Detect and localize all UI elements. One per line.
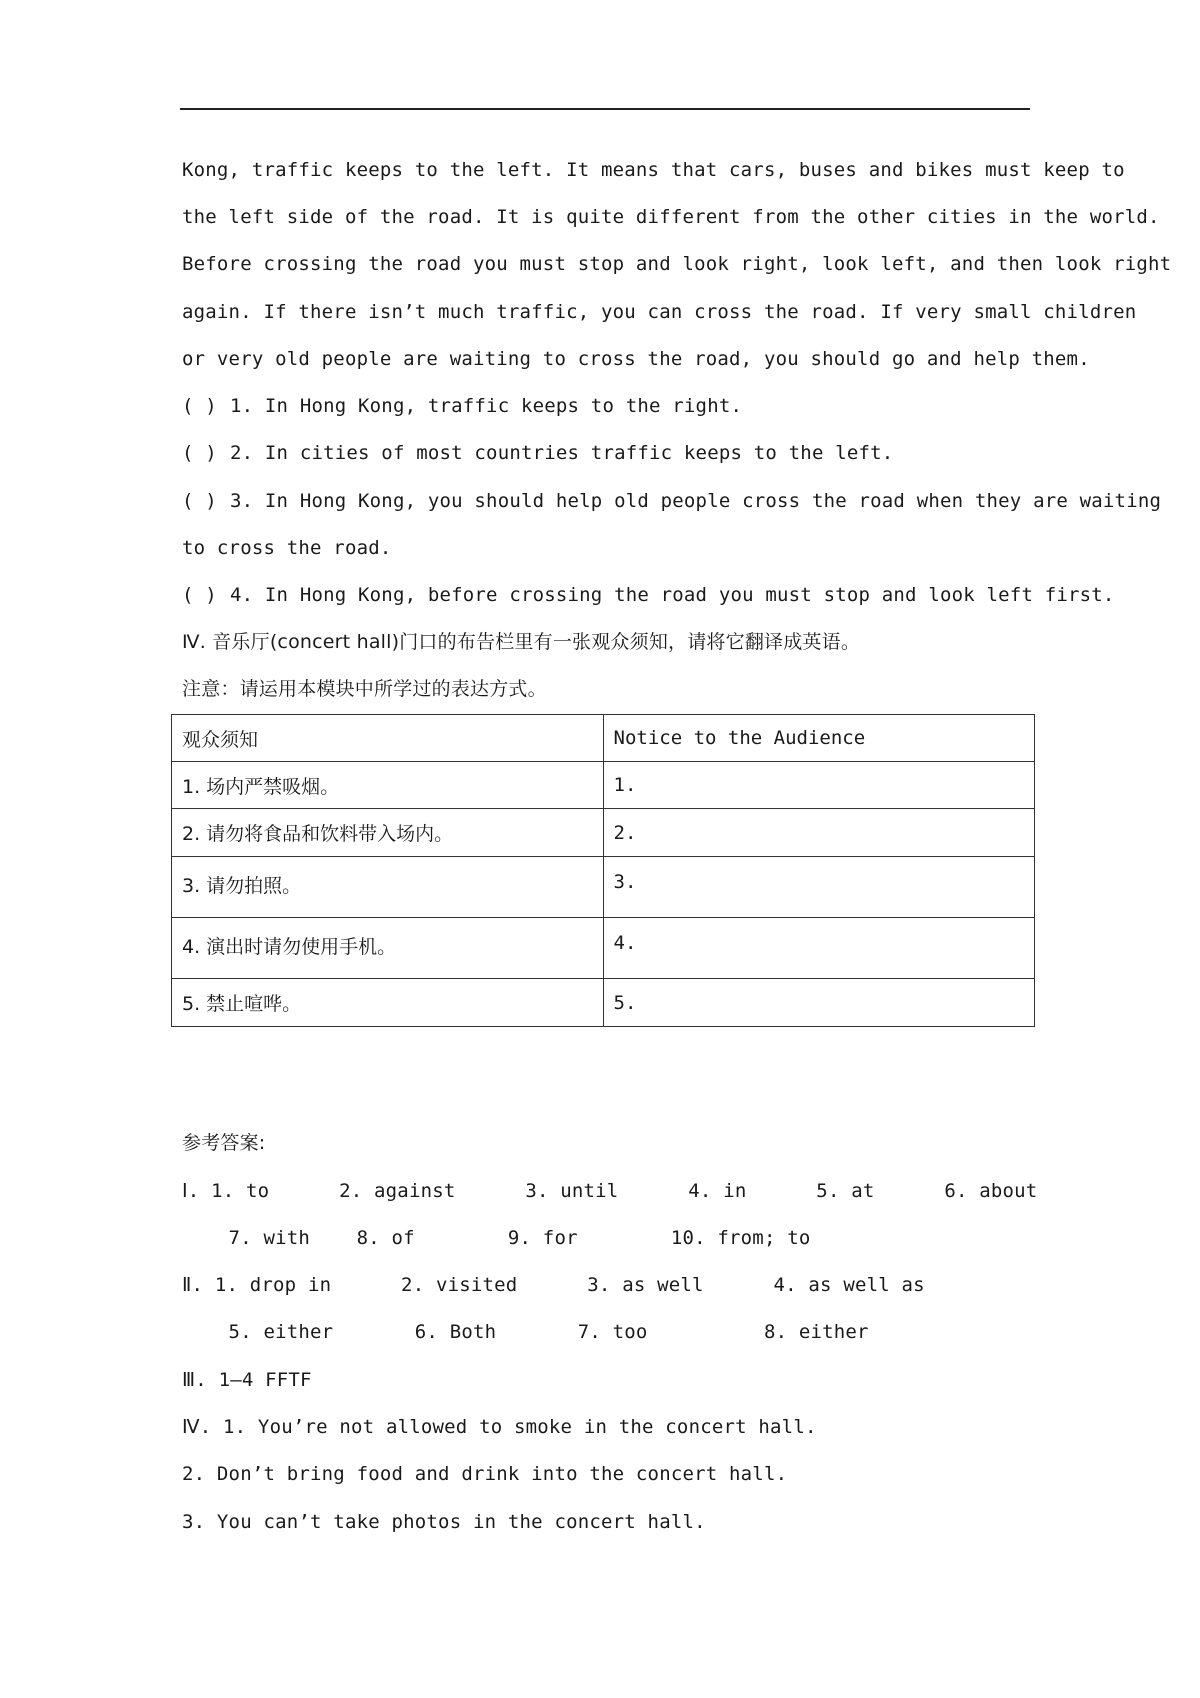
table-row — [172, 979, 1035, 1027]
table-cell: 2. — [603, 809, 1035, 857]
question-text: 1. In Hong Kong, traffic keeps to the right. — [230, 395, 743, 417]
table-row — [172, 762, 1035, 809]
answer-line: Ⅲ. 1—4 FFTF — [182, 1369, 312, 1391]
answer-line: 2. Don’t bring food and drink into the concert hall. — [182, 1463, 788, 1485]
table-cell: Notice to the Audience — [603, 715, 1035, 762]
question-text: 2. In cities of most countries traffic keeps to the left. — [230, 442, 894, 464]
table-cell: 1. 场内严禁吸烟。 — [172, 762, 604, 809]
question-text: 3. In Hong Kong, you should help old people cross the road when they are waiting — [230, 490, 1162, 512]
answer-blank: ( ) — [182, 584, 217, 606]
table-row — [172, 809, 1035, 857]
answers-title: 参考答案: — [182, 1132, 266, 1154]
answer-blank: ( ) — [182, 395, 217, 417]
section-note: 注意：请运用本模块中所学过的表达方式。 — [182, 678, 547, 700]
question-item — [182, 583, 1115, 607]
table-cell: 4. 演出时请勿使用手机。 — [172, 918, 604, 979]
passage-line: the left side of the road. It is quite different from the other cities in the world. — [182, 206, 1160, 228]
table-cell: 观众须知 — [172, 715, 604, 762]
question-text: to cross the road. — [182, 537, 392, 559]
table-cell: 2. 请勿将食品和饮料带入场内。 — [172, 809, 604, 857]
answer-line: Ⅱ. 1. drop in 2. visited 3. as well 4. as well as — [182, 1274, 925, 1296]
table-cell: 1. — [603, 762, 1035, 809]
answer-line: 3. You can’t take photos in the concert hall. — [182, 1511, 706, 1533]
passage-line: or very old people are waiting to cross the road, you should go and help them. — [182, 348, 1090, 370]
answer-blank: ( ) — [182, 442, 217, 464]
answer-blank: ( ) — [182, 490, 217, 512]
table-header-row — [172, 715, 1035, 762]
table-cell: 5. — [603, 979, 1035, 1027]
question-item — [182, 441, 893, 465]
passage-line: again. If there isn’t much traffic, you can cross the road. If very small children — [182, 301, 1137, 323]
question-item — [182, 394, 742, 418]
table-cell: 3. 请勿拍照。 — [172, 857, 604, 918]
question-item — [182, 536, 392, 560]
passage-line: Kong, traffic keeps to the left. It means that cars, buses and bikes must keep to — [182, 159, 1125, 181]
question-item — [182, 489, 1161, 513]
table-cell: 4. — [603, 918, 1035, 979]
question-text: 4. In Hong Kong, before crossing the road you must stop and look left first. — [230, 584, 1115, 606]
table-cell: 3. — [603, 857, 1035, 918]
answer-line: Ⅳ. 1. You’re not allowed to smoke in the concert hall. — [182, 1416, 817, 1438]
answer-line: 7. with 8. of 9. for 10. from; to — [182, 1227, 811, 1249]
table-cell: 5. 禁止喧哗。 — [172, 979, 604, 1027]
passage-line: Before crossing the road you must stop and look right, look left, and then look right — [182, 253, 1172, 275]
header-rule — [180, 108, 1030, 110]
answer-line: 5. either 6. Both 7. too 8. either — [182, 1321, 869, 1343]
table-row — [172, 857, 1035, 918]
table-row — [172, 918, 1035, 979]
section-heading: Ⅳ. 音乐厅(concert hall)门口的布告栏里有一张观众须知，请将它翻译成英语。 — [182, 631, 861, 653]
answer-line: Ⅰ. 1. to 2. against 3. until 4. in 5. at 6. about — [182, 1180, 1038, 1202]
notice-table — [171, 714, 1035, 1027]
